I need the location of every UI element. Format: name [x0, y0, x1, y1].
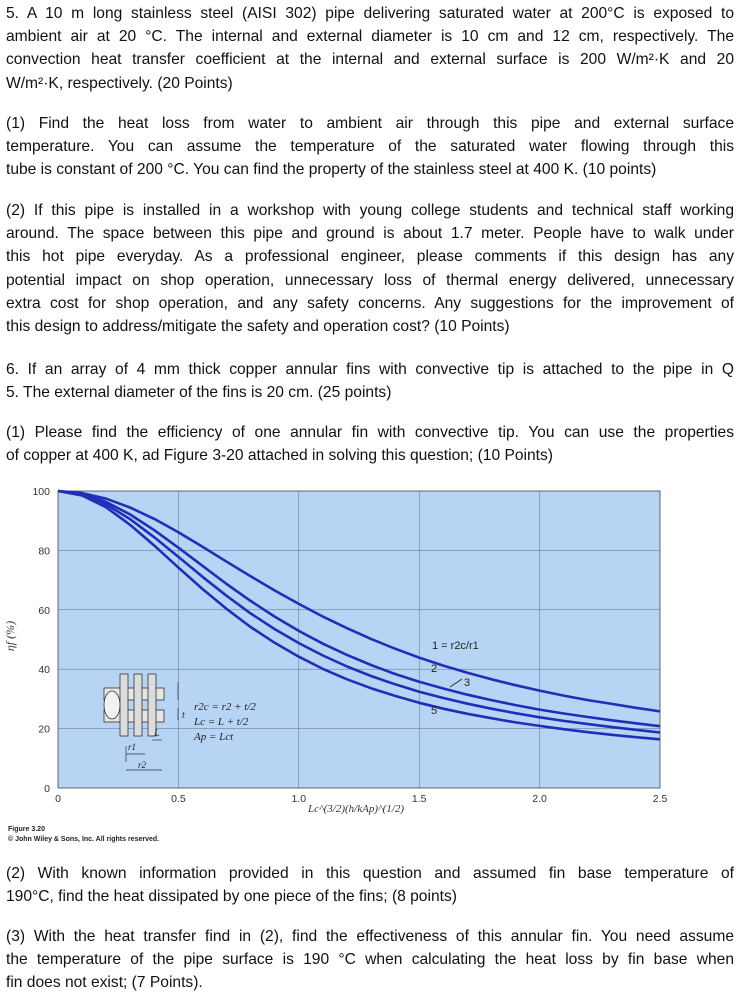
y-tick-label: 0: [44, 783, 50, 795]
figure-caption-title: Figure 3.20: [8, 826, 45, 833]
inset-label-r1: r1: [128, 742, 137, 752]
text-line: tube is constant of 200 °C. You can find the property of the stainless steel at 400 K. (10 points): [6, 161, 657, 179]
x-tick-label: 0.5: [171, 793, 186, 805]
text-line: extra cost for shop operation, and any safety concerns. Any suggestions for the improvement of: [6, 294, 734, 312]
q5-part2-paragraph: [6, 199, 734, 338]
q5-paragraph: [6, 2, 734, 95]
y-tick-label: 100: [32, 486, 50, 498]
plot-area: [58, 491, 660, 788]
y-tick-label: 20: [38, 723, 50, 736]
text-line: 190°C, find the heat dissipated by one piece of the fins; (8 points): [6, 888, 457, 906]
text-line: (3) With the heat transfer find in (2), find the effectiveness of this annular fin. You need assume: [6, 928, 734, 945]
text-line: temperature. You can assume the temperature of the saturated water flowing through this: [6, 138, 734, 156]
q5-part1-paragraph: [6, 112, 734, 182]
x-tick-label: 0: [55, 793, 61, 805]
text-line: convection heat transfer coefficient at the internal and external surface is 200 W/m²·K and 20: [6, 51, 734, 69]
x-tick-label: 1.5: [411, 793, 427, 805]
q6-paragraph: [6, 358, 734, 404]
y-axis-label: ηf (%): [3, 620, 17, 652]
x-axis-label: Lc^(3/2)(h/kAp)^(1/2): [307, 803, 405, 815]
figure-caption-copyright: © John Wiley & Sons, Inc. All rights reserved.: [8, 836, 160, 843]
text-line: the temperature of the pipe surface is 190 °C when calculating the heat loss by fin base when: [6, 951, 734, 969]
text-line: this design to address/mitigate the safety and operation cost? (10 Points): [6, 318, 510, 336]
inset-label-r2: r2: [138, 760, 147, 770]
y-tick-label: 60: [38, 604, 50, 617]
text-line: this hot pipe everyday. As a professional engineer, please comments if this design has any: [6, 248, 734, 266]
text-line: fin does not exist; (7 Points).: [6, 974, 203, 992]
text-line: (1) Find the heat loss from water to ambient air through this pipe and external surface: [6, 115, 734, 132]
curve-label-5: 5: [431, 705, 438, 717]
x-tick-label: 1.0: [291, 793, 307, 805]
q6-part3-paragraph: [6, 925, 734, 995]
inset-equation-3: Ap = Lct: [194, 731, 234, 743]
inset-label-L: L: [154, 728, 160, 739]
text-line: 6. If an array of 4 mm thick copper annular fins with convective tip is attached to the pipe in Q: [6, 361, 734, 378]
x-tick-label: 2.5: [652, 793, 668, 805]
curve-label-1: 1 = r2c/r1: [432, 640, 479, 652]
fin-efficiency-chart: [0, 478, 738, 833]
text-line: (2) If this pipe is installed in a workshop with young college students and technical staff working: [6, 202, 734, 219]
text-line: (1) Please find the efficiency of one annular fin with convective tip. You can use the properties: [6, 424, 734, 441]
q6-part2-paragraph: [6, 862, 734, 908]
inset-equation-1: r2c = r2 + t/2: [194, 701, 256, 713]
y-tick-label: 80: [38, 545, 50, 558]
text-line: (2) With known information provided in this question and assumed fin base temperature of: [6, 865, 734, 882]
inset-equation-2: Lc = L + t/2: [194, 716, 249, 728]
x-tick-label: 2.0: [532, 793, 547, 805]
text-line: ambient air at 20 °C. The internal and external diameter is 10 cm and 12 cm, respectively. The: [6, 28, 734, 46]
curve-label-3: 3: [464, 677, 471, 689]
curve-label-2: 2: [431, 663, 438, 675]
text-line: potential impact on shop operation, unnecessary loss of thermal energy delivered, unnecessary: [6, 271, 734, 289]
text-line: 5. The external diameter of the fins is 20 cm. (25 points): [6, 384, 392, 402]
text-line: around. The space between this pipe and ground is about 1.7 meter. People have to walk under: [6, 225, 734, 243]
text-line: of copper at 400 K, ad Figure 3-20 attached in solving this question; (10 Points): [6, 447, 553, 465]
text-line: 5. A 10 m long stainless steel (AISI 302) pipe delivering saturated water at 200°C is exposed to: [6, 5, 734, 22]
y-tick-label: 40: [38, 664, 50, 677]
text-line: W/m²·K, respectively. (20 Points): [6, 74, 233, 92]
q6-part1-paragraph: [6, 421, 734, 467]
inset-label-t: t: [182, 710, 185, 721]
